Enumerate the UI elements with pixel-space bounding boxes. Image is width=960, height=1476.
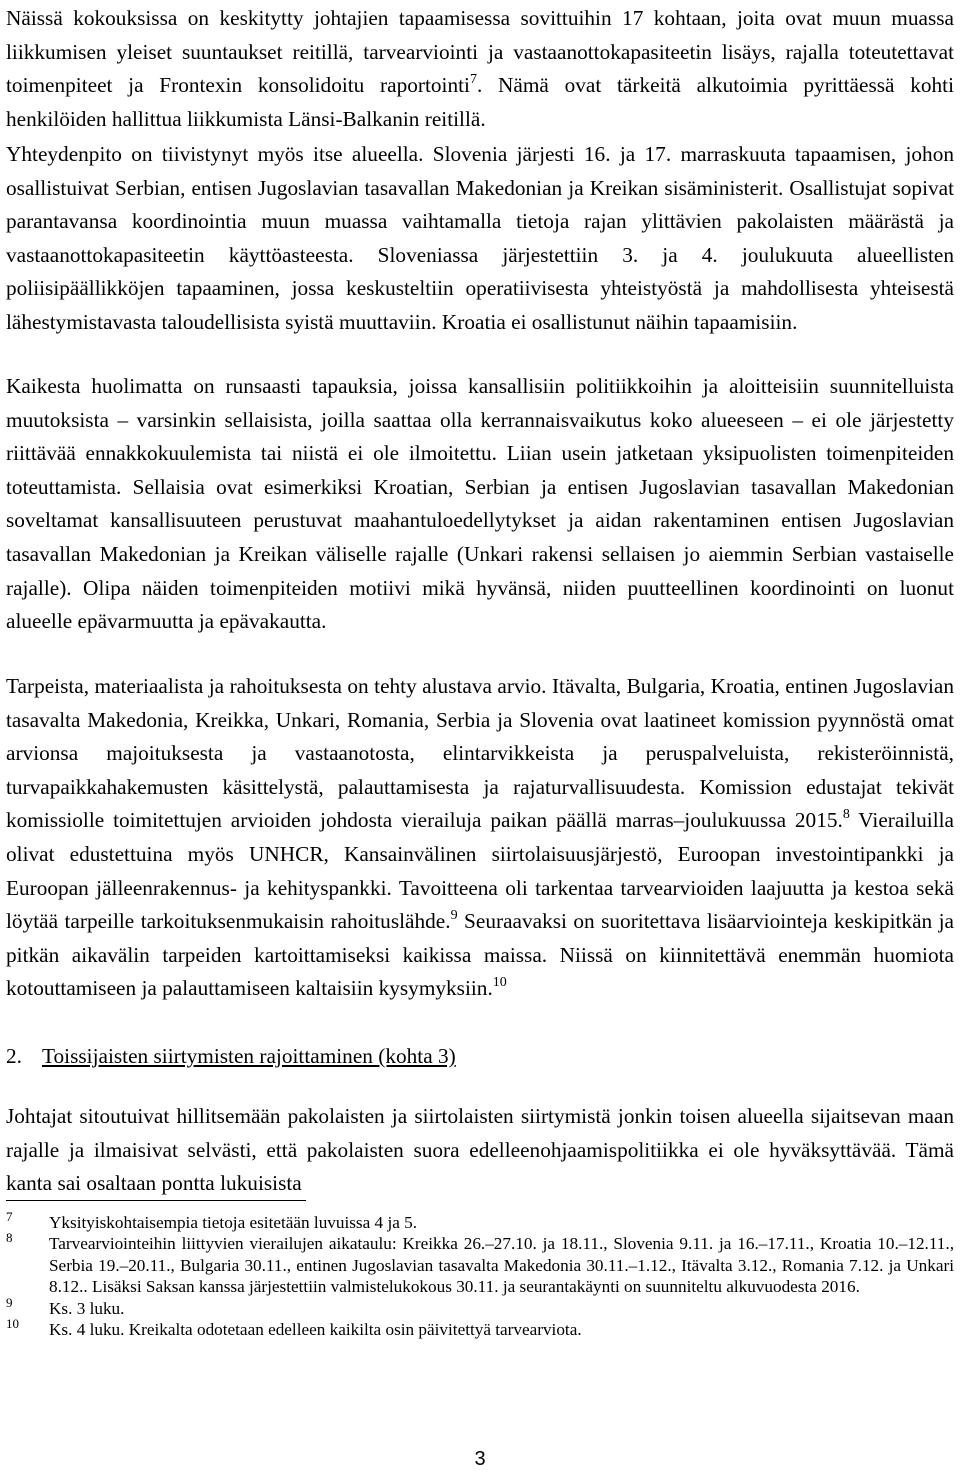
footnote-8 xyxy=(6,1230,954,1297)
paragraph-text: Tarpeista, materiaalista ja rahoituksesta on tehty alustava arvio. Itävalta, Bulgaria, Kroatia, entinen Jugoslavian tasavalta Makedonia, Kreikka, Unkari, Romania, Serbia ja Slovenia ovat laatineet komission pyynnöstä omat arvionsa majoituksesta ja vastaanotosta, elintarvikkeista ja peruspalveluista, rekisteröinnistä, turvapaikkahakemusten käsittelystä, palauttamisesta ja rajaturvallisuudesta. Komission edustajat tekivät komissiolle toimitettujen arvioiden johdosta vierailuja paikan päällä marras–joulukuussa 2015. xyxy=(6,674,954,833)
footnote-text: Ks. 4 luku. Kreikalta odotetaan edelleen kaikilta osin päivitettyä tarvearviota. xyxy=(49,1320,582,1340)
section-number: 2. xyxy=(6,1044,22,1068)
paragraph-regional-contacts xyxy=(6,138,954,340)
footnote-10 xyxy=(6,1316,954,1340)
footnote-number: 8 xyxy=(6,1230,13,1246)
footnote-reference: 8 xyxy=(842,807,850,823)
footnote-text: Tarvearviointeihin liittyvien vierailujen aikataulu: Kreikka 26.–27.10. ja 18.11., Slovenia 9.11. ja 16.–17.11., Kroatia 10.–12.11., Serbia 19.–20.11., Bulgaria 30.11., entinen Jugoslavian tasavalta Makedonia 30.11.–1.12., Itävalta 3.12., Romania 7.12. ja Unkari 8.12.. Lisäksi Saksan kanssa järjestettiin valmistelukokous 30.11. ja seurantakäynti on suunniteltu alkuvuodesta 2016. xyxy=(49,1234,954,1297)
footnote-reference: 7 xyxy=(469,72,477,88)
footnote-text: Yksityiskohtaisempia tietoja esitetään luvuissa 4 ja 5. xyxy=(49,1213,418,1232)
paragraph-text: Johtajat sitoutuivat hillitsemään pakolaisten ja siirtolaisten siirtymistä jonkin toisen alueella sijaitsevan maan rajalle ja ilmaisivat selvästi, että pakolaisten suora edelleenohjaamispolitiikka ei ole hyväksyttävää. Tämä kanta sai osaltaan pontta lukuisista xyxy=(6,1104,954,1196)
footnote-9 xyxy=(6,1294,954,1319)
footnote-text: Ks. 3 luku. xyxy=(49,1298,125,1318)
footnotes xyxy=(6,1209,954,1340)
footnote-separator xyxy=(6,1200,306,1201)
footnote-number: 9 xyxy=(6,1294,13,1310)
paragraph-text: Seuraavaksi on suoritettava lisäarviointeja keskipitkän ja pitkän aikavälin tarpeiden kartoittamiseksi kaikissa maissa. Niissä on kiinnitettävä enemmän huomiota kotouttamiseen ja palauttamiseen kaltaisiin kysymyksiin. xyxy=(6,909,955,1001)
page-number: 3 xyxy=(474,1448,486,1470)
section-title: Toissijaisten siirtymisten rajoittaminen (kohta 3) xyxy=(42,1044,456,1068)
paragraph-text: Vierailuilla olivat edustettuina myös UNHCR, Kansainvälinen siirtolaisuusjärjestö, Euroopan investointipankki ja Euroopan jälleenrakennus- ja kehityspankki. Tavoitteena oli tarkentaa tarvearvioiden laajuutta ja kestoa sekä löytää tarpeille tarkoituksenmukaisin rahoituslähde. xyxy=(6,808,955,934)
paragraph-meetings xyxy=(6,2,954,136)
paragraph-text: Näissä kokouksissa on keskitytty johtajien tapaamisessa sovittuihin 17 kohtaan, joita ovat muun muassa liikkumisen yleiset suuntaukset reitillä, tarvearviointi ja vastaanottokapasiteetin lisäys, rajalla toteutettavat toimenpiteet ja Frontexin konsolidoitu raportointi xyxy=(6,6,954,98)
footnote-reference: 10 xyxy=(492,975,507,991)
paragraph-text: Yhteydenpito on tiivistynyt myös itse alueella. Slovenia järjesti 16. ja 17. marraskuuta tapaamisen, johon osallistuivat Serbian, entisen Jugoslavian tasavallan Makedonian ja Kreikan sisäministerit. Osallistujat sopivat parantavansa koordinointia muun muassa vaihtamalla tietoja rajan ylittävien pakolaisten määrästä ja vastaanottokapasiteetin käyttöasteesta. Sloveniassa järjestettiin 3. ja 4. joulukuuta alueellisten poliisipäällikköjen tapaaminen, jossa keskusteltiin operatiivisesta yhteistyöstä ja mahdollisesta yhteisestä lähestymistavasta taloudellisista syistä muuttaviin. Kroatia ei osallistunut näihin tapaamisiin. xyxy=(6,142,954,334)
footnote-7 xyxy=(6,1209,954,1233)
footnote-number: 7 xyxy=(6,1209,13,1224)
footnote-reference: 9 xyxy=(450,908,458,924)
footnote-number: 10 xyxy=(6,1316,19,1332)
paragraph-text: . Nämä ovat tärkeitä alkutoimia pyrittäessä kohti henkilöiden hallittua liikkumista Länsi-Balkanin reitillä. xyxy=(6,73,954,131)
paragraph-text: Kaikesta huolimatta on runsaasti tapauksia, joissa kansallisiin politiikkoihin ja aloitteisiin suunnitelluista muutoksista – varsinkin sellaisista, joilla saattaa olla kerrannaisvaikutus koko alueeseen – ei ole järjestetty riittävää ennakkokuulemista tai niistä ei ole ilmoitettu. Liian usein jatketaan yksipuolisten toimenpiteiden toteuttamista. Sellaisia ovat esimerkiksi Kroatian, Serbian ja entisen Jugoslavian tasavallan Makedonian soveltamat kansallisuuteen perustuvat maahantuloedellytykset ja aidan rakentaminen entisen Jugoslavian tasavallan Makedonian ja Kreikan väliselle rajalle (Unkari rakensi sellaisen jo aiemmin Serbian vastaiselle rajalle). Olipa näiden toimenpiteiden motiivi mikä hyvänsä, niiden puutteellinen koordinointi on luonut alueelle epävarmuutta ja epävakautta. xyxy=(6,374,954,634)
paragraph-needs-assessment xyxy=(6,670,954,1006)
section-heading xyxy=(6,1040,954,1074)
paragraph-secondary-movements xyxy=(6,1100,954,1201)
paragraph-unilateral-measures xyxy=(6,370,954,639)
